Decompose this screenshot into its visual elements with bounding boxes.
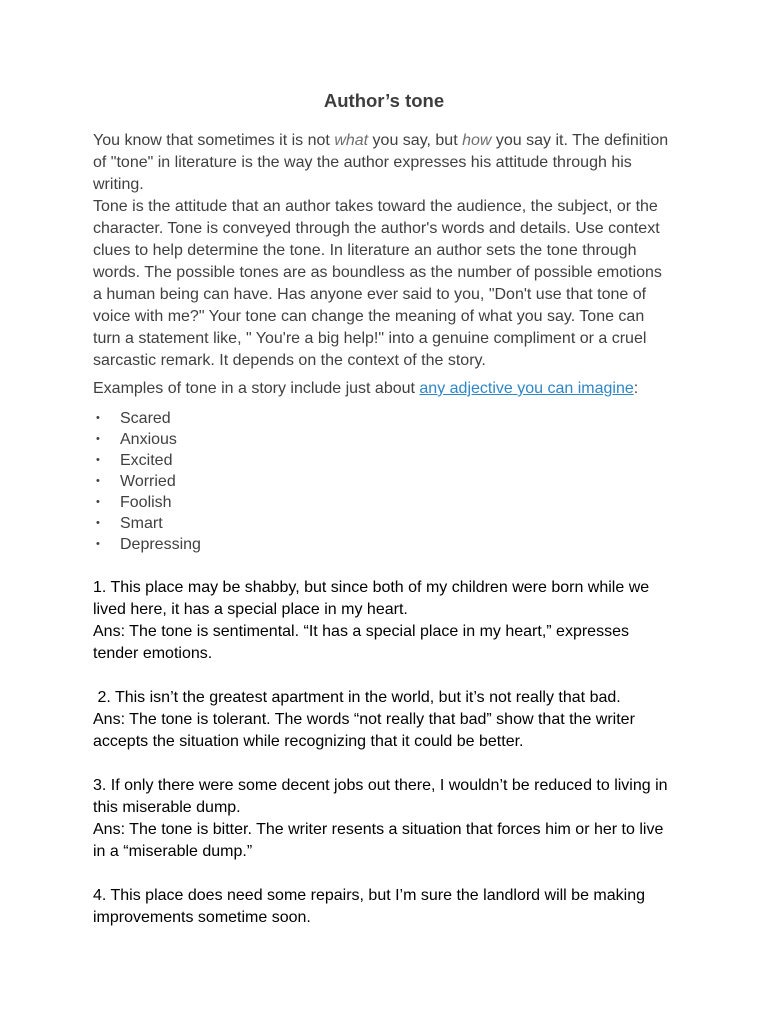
list-item-label: Foolish <box>120 494 172 511</box>
list-item-label: Anxious <box>120 431 177 448</box>
spacer <box>93 665 675 687</box>
examples-text: Examples of tone in a story include just about <box>93 380 420 397</box>
intro-emphasis-how: how <box>462 132 492 149</box>
list-item <box>93 429 675 450</box>
question-2: 2. This isn’t the greatest apartment in the world, but it’s not really that bad. <box>93 689 621 706</box>
bullet-icon: • <box>96 454 100 466</box>
adjective-link[interactable]: any adjective you can imagine <box>419 380 634 397</box>
question-3: 3. If only there were some decent jobs out there, I wouldn’t be reduced to living in this miserable dump. <box>93 777 668 816</box>
list-item-label: Worried <box>120 473 176 490</box>
intro-emphasis-what: what <box>334 132 369 149</box>
list-item-label: Smart <box>120 515 163 532</box>
spacer <box>93 863 675 885</box>
bullet-icon: • <box>96 496 100 508</box>
list-item <box>93 471 675 492</box>
list-item <box>93 450 675 471</box>
list-item-label: Depressing <box>120 536 201 553</box>
answer-2: Ans: The tone is tolerant. The words “not really that bad” show that the writer accepts the situation while recognizing that it could be better. <box>93 711 635 750</box>
list-item <box>93 534 675 555</box>
qa-section <box>93 577 675 929</box>
answer-3: Ans: The tone is bitter. The writer resents a situation that forces him or her to live in a “miserable dump.” <box>93 821 664 860</box>
intro-text-2: you say, but <box>368 132 463 149</box>
bullet-icon: • <box>96 433 100 445</box>
intro-text-1: You know that sometimes it is not <box>93 132 335 149</box>
list-item <box>93 492 675 513</box>
question-4: 4. This place does need some repairs, but I’m sure the landlord will be making improvements sometime soon. <box>93 887 645 926</box>
examples-paragraph <box>93 378 675 400</box>
bullet-icon: • <box>96 412 100 424</box>
bullet-icon: • <box>96 538 100 550</box>
bullet-icon: • <box>96 517 100 529</box>
answer-1: Ans: The tone is sentimental. “It has a special place in my heart,” expresses tender emotions. <box>93 623 629 662</box>
intro-paragraph <box>93 130 675 196</box>
tone-definition-paragraph: Tone is the attitude that an author takes toward the audience, the subject, or the character. Tone is conveyed through the author's words and details. Use context clues to help determine the tone. In literature an author sets the tone through words. The possible tones are as boundless as the number of possible emotions a human being can have. Has anyone ever said to you, "Don't use that tone of voice with me?" Your tone can change the meaning of what you say. Tone can turn a statement like, " You're a big help!" into a genuine compliment or a cruel sarcastic remark. It depends on the context of the story. <box>93 198 662 369</box>
question-1: 1. This place may be shabby, but since both of my children were born while we lived here, it has a special place in my heart. <box>93 579 650 618</box>
page-title: Author’s tone <box>323 90 445 111</box>
intro-text-3: you say it. The definition of "tone" in literature is the way the author expresses his attitude through his writing. <box>93 132 669 193</box>
list-item-label: Excited <box>120 452 173 469</box>
tone-list <box>93 408 675 555</box>
list-item <box>93 408 675 429</box>
list-item <box>93 513 675 534</box>
spacer <box>93 753 675 775</box>
list-item-label: Scared <box>120 410 171 427</box>
spacer <box>93 555 675 577</box>
document-page <box>93 88 675 929</box>
bullet-icon: • <box>96 475 100 487</box>
examples-colon: : <box>633 380 639 397</box>
